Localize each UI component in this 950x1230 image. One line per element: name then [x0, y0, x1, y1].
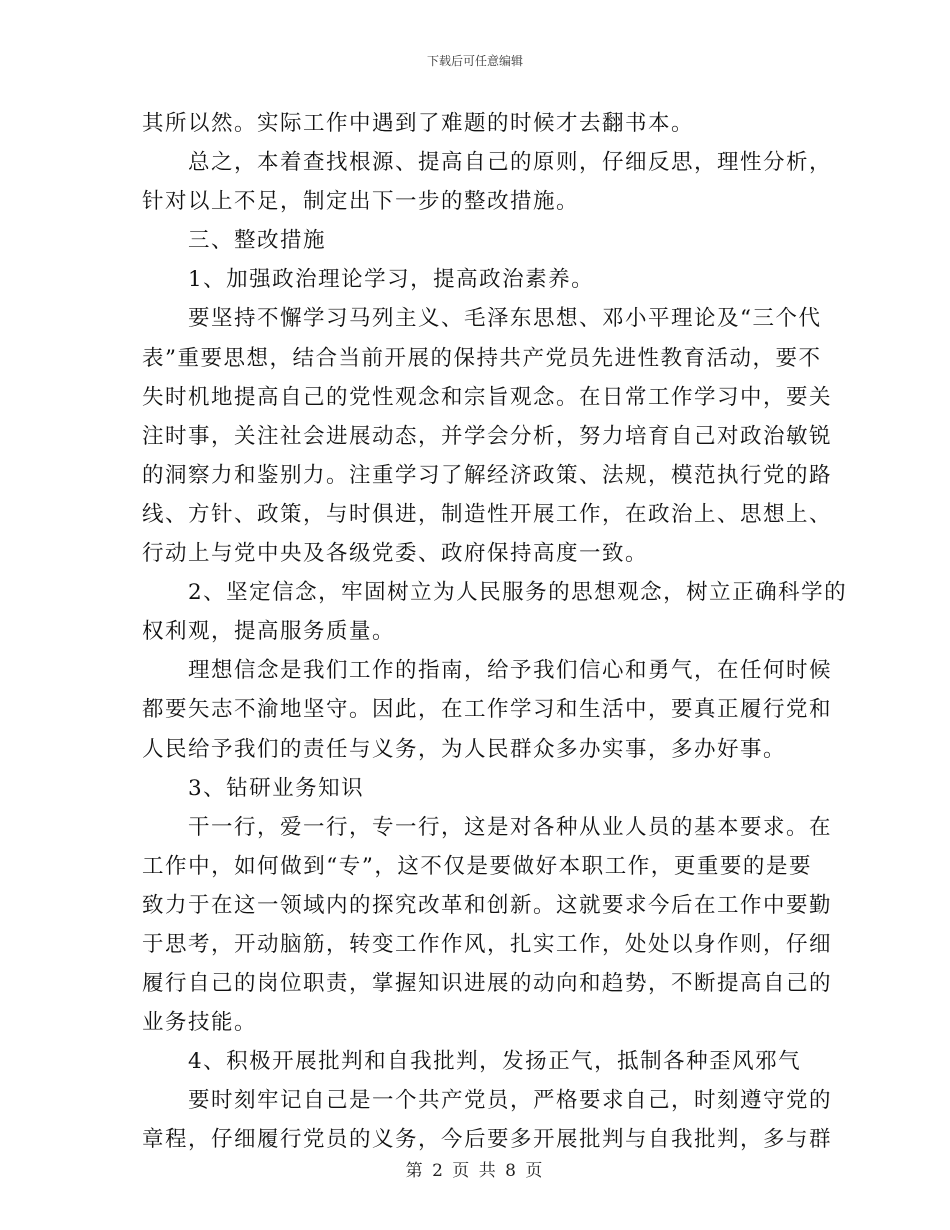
text-line: 2、坚定信念，牢固树立为人民服务的思想观念，树立正确科学的: [188, 580, 848, 606]
text-line: 人民给予我们的责任与义务，为人民群众多办实事，多办好事。: [142, 736, 787, 762]
text-line: 致力于在这一领域内的探究改革和创新。这就要求今后在工作中要勤: [142, 892, 833, 918]
text-line: 业务技能。: [142, 1010, 258, 1036]
document-body: [142, 104, 848, 1160]
text-line: 3、钻研业务知识: [188, 775, 365, 801]
text-line: 表”重要思想，结合当前开展的保持共产党员先进性教育活动，要不: [142, 345, 822, 371]
text-line: 总之，本着查找根源、提高自己的原则，仔细反思，理性分析，: [188, 150, 833, 176]
text-line: 行动上与党中央及各级党委、政府保持高度一致。: [142, 541, 649, 567]
text-line: 失时机地提高自己的党性观念和宗旨观念。在日常工作学习中，要关: [142, 384, 833, 410]
page-number-footer: 第 2 页 共 8 页: [405, 1161, 545, 1181]
text-line: 1、加强政治理论学习，提高政治素养。: [188, 267, 595, 293]
text-line: 权利观，提高服务质量。: [142, 619, 396, 645]
text-line: 4、积极开展批判和自我批判，发扬正气，抵制各种歪风邪气: [188, 1049, 802, 1075]
page-header: 下载后可任意编辑: [426, 54, 523, 68]
text-line: 理想信念是我们工作的指南，给予我们信心和勇气，在任何时候: [188, 658, 833, 684]
text-line: 要坚持不懈学习马列主义、毛泽东思想、邓小平理论及“三个代: [188, 306, 822, 332]
text-line: 履行自己的岗位职责，掌握知识进展的动向和趋势，不断提高自己的: [142, 971, 833, 997]
text-line: 章程，仔细履行党员的义务，今后要多开展批判与自我批判，多与群: [142, 1127, 833, 1153]
text-line: 要时刻牢记自己是一个共产党员，严格要求自己，时刻遵守党的: [188, 1088, 833, 1114]
text-line: 针对以上不足，制定出下一步的整改措施。: [142, 189, 580, 215]
text-line: 三、整改措施: [188, 228, 327, 254]
text-line: 工作中，如何做到“专”，这不仅是要做好本职工作，更重要的是要: [142, 853, 812, 879]
text-line: 线、方针、政策，与时俱进，制造性开展工作，在政治上、思想上、: [142, 501, 833, 527]
text-line: 的洞察力和鉴别力。注重学习了解经济政策、法规，模范执行党的路: [142, 462, 833, 488]
text-line: 注时事，关注社会进展动态，并学会分析，努力培育自己对政治敏锐: [142, 423, 833, 449]
text-line: 干一行，爱一行，专一行，这是对各种从业人员的基本要求。在: [188, 814, 833, 840]
text-line: 其所以然。实际工作中遇到了难题的时候才去翻书本。: [142, 111, 695, 136]
text-line: 于思考，开动脑筋，转变工作作风，扎实工作，处处以身作则，仔细: [142, 931, 833, 957]
text-line: 都要矢志不渝地坚守。因此，在工作学习和生活中，要真正履行党和: [142, 697, 833, 723]
